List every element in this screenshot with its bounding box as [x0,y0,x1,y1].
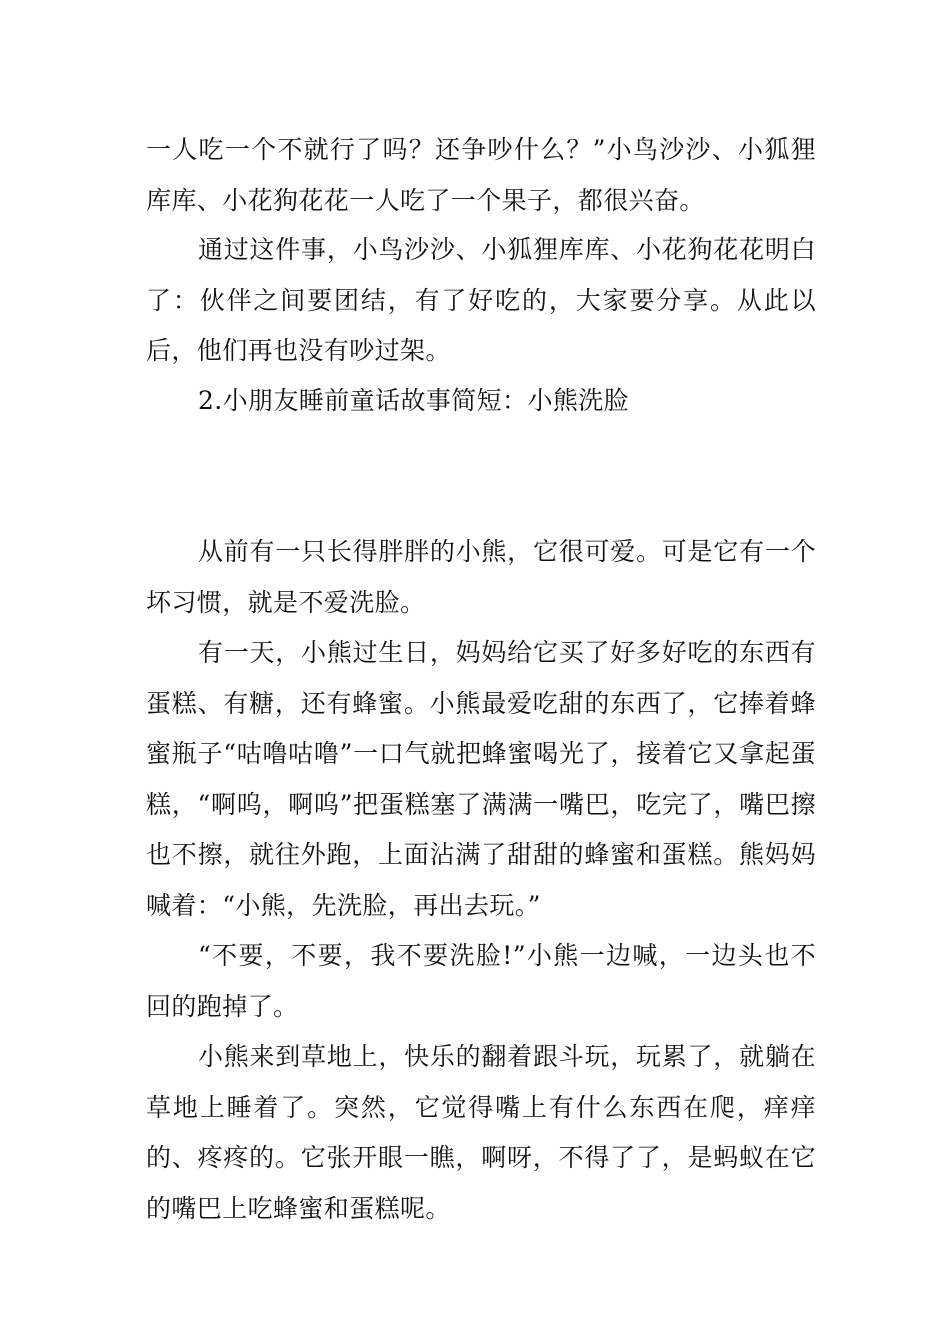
paragraph-1: 一人吃一个不就行了吗？还争吵什么？”小鸟沙沙、小狐狸库库、小花狗花花一人吃了一个果子，都很兴奋。 [146,135,816,215]
paragraph-5: “不要，不要，我不要洗脸!”小熊一边喊，一边头也不回的跑掉了。 [146,941,816,1021]
paragraph-6: 小熊来到草地上，快乐的翻着跟斗玩，玩累了，就躺在草地上睡着了。突然，它觉得嘴上有什么东西在爬，痒痒的、疼疼的。它张开眼一瞧，啊呀，不得了了，是蚂蚁在它的嘴巴上吃蜂蜜和蛋糕呢。 [146,1042,816,1223]
section-heading: 2.小朋友睡前童话故事简短：小熊洗脸 [198,386,630,415]
paragraph-3: 从前有一只长得胖胖的小熊，它很可爱。可是它有一个坏习惯，就是不爱洗脸。 [146,537,816,617]
paragraph-2: 通过这件事，小鸟沙沙、小狐狸库库、小花狗花花明白了：伙伴之间要团结，有了好吃的，大家要分享。从此以后，他们再也没有吵过架。 [146,235,816,365]
paragraph-4: 有一天，小熊过生日，妈妈给它买了好多好吃的东西有蛋糕、有糖，还有蜂蜜。小熊最爱吃甜的东西了，它捧着蜂蜜瓶子“咕噜咕噜”一口气就把蜂蜜喝光了，接着它又拿起蛋糕，“啊呜，啊呜”把蛋糕塞了满满一嘴巴，吃完了，嘴巴擦也不擦，就往外跑，上面沾满了甜甜的蜂蜜和蛋糕。熊妈妈喊着：“小熊，先洗脸，再出去玩。” [146,638,816,920]
